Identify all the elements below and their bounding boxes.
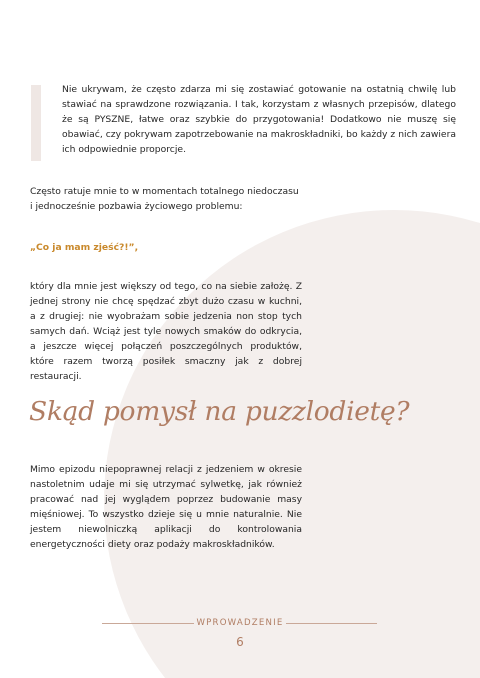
quote-text: „Co ja mam zjeść?!”, [30,242,139,253]
intro-paragraph: Nie ukrywam, że często zdarza mi się zostawiać gotowanie na ostatnią chwilę lub stawiać na sprawdzone rozwiązania. I tak, korzystam z własnych przepisów, dlatego że są PYSZNE, łatwe oraz szybkie do przygotowania! Dodatkowo nie muszę się obawiać, czy pokrywam zapotrzebowanie na makroskładniki, bo każdy z nich zawiera ich odpowiednie proporcje. [62,84,456,155]
paragraph-background: Mimo epizodu niepoprawnej relacji z jedzeniem w okresie nastoletnim udaje mi się utrzymać sylwetkę, jak również pracować nad jej wyglądem poprzez budowanie masy mięśniowej. To wszystko dzieje się u mnie naturalnie. Nie jestem niewolniczką aplikacji do kontrolowania energetyczności diety oraz podaży makroskładników. [30,464,302,550]
page-number: 6 [236,635,244,649]
paragraph-problem: Często ratuje mnie to w momentach totalnego niedoczasu i jednocześnie pozbawia życiowego problemu: [30,186,299,212]
intro-accent-bar [31,85,41,161]
footer-rule-left [102,623,194,624]
footer-section-label: WPROWADZENIE [196,618,284,628]
paragraph-variety: który dla mnie jest większy od tego, co na siebie założę. Z jednej strony nie chcę spędzać zbyt dużo czasu w kuchni, a z drugiej: nie wyobrażam sobie jedzenia non stop tych samych dań. Wciąż jest tyle nowych smaków do odkrycia, a jeszcze więcej połączeń poszczególnych produktów, które razem tworzą posiłek smaczny jak z dobrej restauracji. [30,281,302,382]
section-heading: Skąd pomysł na puzzlodietę? [29,396,410,427]
footer-rule-right [286,623,377,624]
